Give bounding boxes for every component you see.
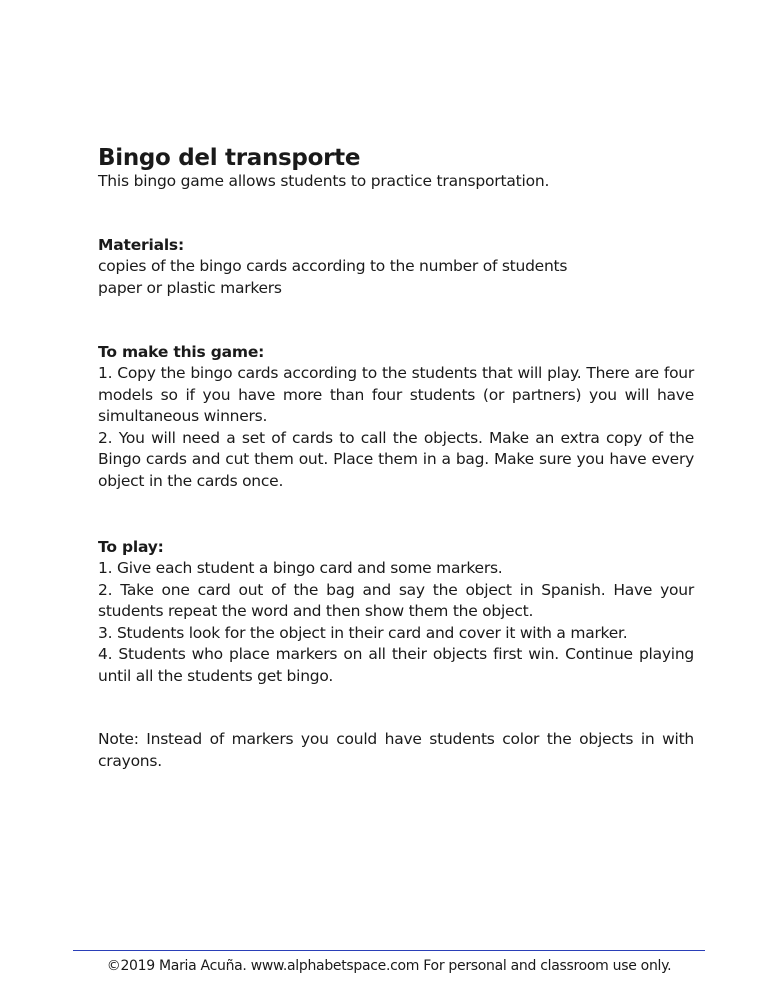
note-section <box>98 729 694 772</box>
play-step: 2. Take one card out of the bag and say the object in Spanish. Have your students repeat the word and then show them the object. <box>98 580 694 620</box>
play-step: 3. Students look for the object in their card and cover it with a marker. <box>98 623 628 642</box>
materials-item: paper or plastic markers <box>98 278 282 297</box>
play-section <box>98 537 694 687</box>
page-title: Bingo del transporte <box>98 145 361 171</box>
make-step: 2. You will need a set of cards to call the objects. Make an extra copy of the Bingo cards and cut them out. Place them in a bag. Make sure you have every object in the cards once. <box>98 428 694 490</box>
footer-copyright: ©2019 Maria Acuña. www.alphabetspace.com For personal and classroom use only. <box>106 958 672 974</box>
document-body <box>98 145 694 772</box>
page-subtitle: This bingo game allows students to practice transportation. <box>98 172 550 190</box>
materials-section <box>98 235 694 299</box>
make-step: 1. Copy the bingo cards according to the students that will play. There are four models so if you have more than four students (or partners) you will have simultaneous winners. <box>98 364 694 425</box>
note-text: Note: Instead of markers you could have students color the objects in with crayons. <box>98 730 694 770</box>
make-heading: To make this game: <box>98 343 265 361</box>
materials-heading: Materials: <box>98 236 184 254</box>
play-step: 4. Students who place markers on all their objects first win. Continue playing until all the students get bingo. <box>98 645 694 685</box>
play-heading: To play: <box>98 538 164 556</box>
footer-divider <box>73 950 705 951</box>
play-step: 1. Give each student a bingo card and some markers. <box>98 559 503 577</box>
materials-item: copies of the bingo cards according to the number of students <box>98 257 568 275</box>
make-section <box>98 342 694 492</box>
